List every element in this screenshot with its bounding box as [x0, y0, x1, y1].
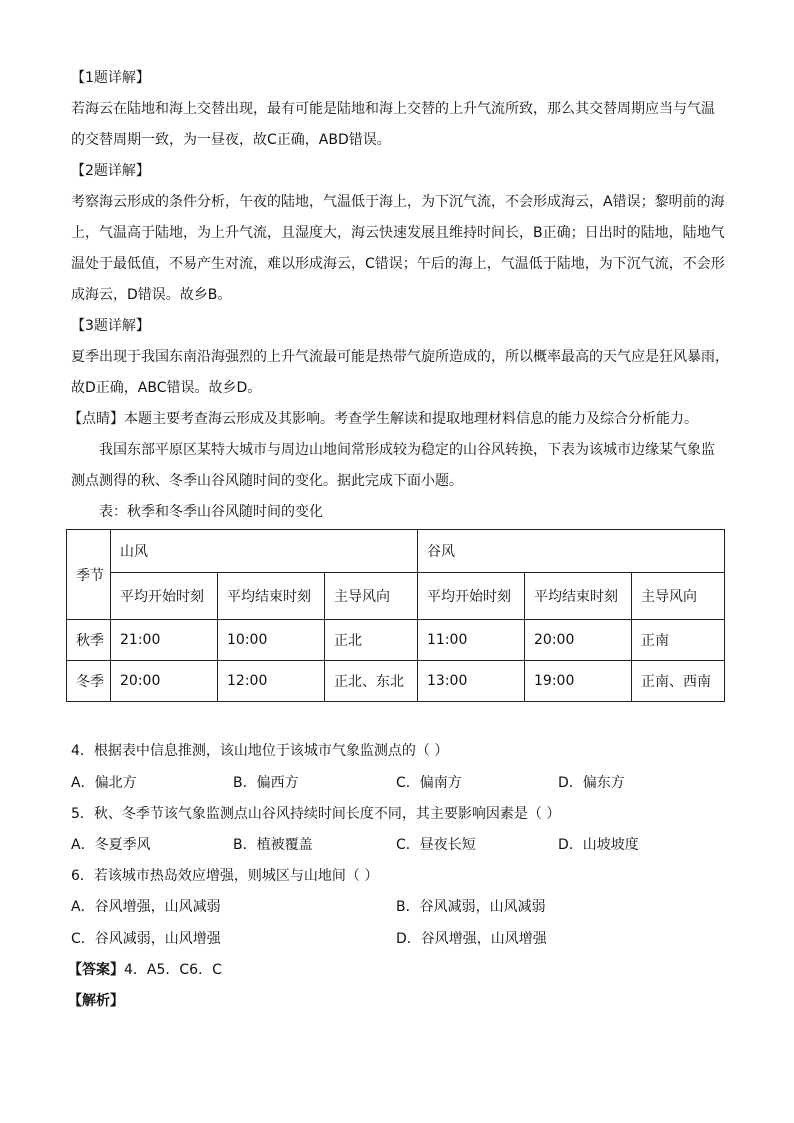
table-cell: 20:00 — [525, 620, 632, 661]
table-cell: 19:00 — [525, 661, 632, 702]
answer-label: 【答案】 — [68, 962, 124, 978]
table-header-row — [67, 530, 725, 573]
question-6-option-b: B．谷风减弱，山风减弱 — [396, 899, 546, 915]
table-cell: 20:00 — [111, 661, 218, 702]
question-6-option-c: C．谷风减弱，山风增强 — [71, 931, 221, 947]
subheader-cell: 主导风向 — [325, 573, 418, 620]
question-6-stem: 6．若该城市热岛效应增强，则城区与山地间（ ） — [71, 868, 379, 884]
table-row — [67, 661, 725, 702]
table-cell: 11:00 — [418, 620, 525, 661]
section-3-line-2: 故D正确，ABC错误。故乡D。 — [71, 380, 262, 396]
section-1-heading: 【1题详解】 — [71, 70, 150, 86]
section-2-line-3: 温处于最低值，不易产生对流，难以形成海云，C错误；午后的海上，气温低于陆地，为下沉气流，不会形 — [71, 256, 725, 272]
subheader-cell: 平均开始时刻 — [418, 573, 525, 620]
question-4-option-c: C．偏南方 — [396, 775, 462, 791]
intro-line-1: 我国东部平原区某特大城市与周边山地间常形成较为稳定的山谷风转换，下表为该城市边缘某气象监 — [99, 442, 715, 458]
question-5-option-c: C．昼夜长短 — [396, 837, 476, 853]
subheader-cell: 平均结束时刻 — [218, 573, 325, 620]
season-cell: 冬季 — [67, 661, 111, 702]
table-row — [67, 620, 725, 661]
section-2-line-2: 上，气温高于陆地，为上升气流，且湿度大，海云快速发展且维持时间长，B正确；日出时的陆地，陆地气 — [71, 225, 725, 241]
subheader-cell: 主导风向 — [632, 573, 725, 620]
question-5-option-d: D．山坡坡度 — [558, 837, 639, 853]
question-4-stem: 4．根据表中信息推测，该山地位于该城市气象监测点的（ ） — [71, 743, 449, 759]
question-4-option-d: D．偏东方 — [558, 775, 625, 791]
mountain-wind-header: 山风 — [111, 530, 418, 573]
subheader-cell: 平均开始时刻 — [111, 573, 218, 620]
table-cell: 正北、东北 — [325, 661, 418, 702]
question-6-option-d: D．谷风增强，山风增强 — [396, 931, 547, 947]
section-3-line-1: 夏季出现于我国东南沿海强烈的上升气流最可能是热带气旋所造成的，所以概率最高的天气应是狂风暴雨， — [71, 349, 729, 365]
question-5-option-b: B．植被覆盖 — [233, 837, 313, 853]
table-cell: 21:00 — [111, 620, 218, 661]
table-caption: 表：秋季和冬季山谷风随时间的变化 — [99, 504, 323, 520]
section-1-line-2: 的交替周期一致，为一昼夜，故C正确，ABD错误。 — [71, 132, 391, 148]
comment-text: 【点睛】本题主要考查海云形成及其影响。考查学生解读和提取地理材料信息的能力及综合分析能力。 — [68, 411, 698, 427]
table-subheader-row — [67, 573, 725, 620]
wind-table — [66, 529, 725, 702]
analysis-label: 【解析】 — [68, 993, 124, 1009]
intro-line-2: 测点测得的秋、冬季山谷风随时间的变化。据此完成下面小题。 — [71, 473, 463, 489]
question-5-stem: 5．秋、冬季节该气象监测点山谷风持续时间长度不同，其主要影响因素是（ ） — [71, 806, 561, 822]
season-cell: 秋季 — [67, 620, 111, 661]
question-4-option-b: B．偏西方 — [233, 775, 299, 791]
question-4-option-a: A．偏北方 — [71, 775, 137, 791]
section-1-line-1: 若海云在陆地和海上交替出现，最有可能是陆地和海上交替的上升气流所致，那么其交替周期应当与气温 — [71, 101, 715, 117]
section-2-line-1: 考察海云形成的条件分析，午夜的陆地，气温低于海上，为下沉气流，不会形成海云，A错误；黎明前的海 — [71, 194, 725, 210]
valley-wind-header: 谷风 — [418, 530, 725, 573]
table-cell: 10:00 — [218, 620, 325, 661]
section-2-line-4: 成海云，D错误。故乡B。 — [71, 287, 232, 303]
table-cell: 正北 — [325, 620, 418, 661]
section-2-heading: 【2题详解】 — [71, 163, 150, 179]
table-cell: 正南 — [632, 620, 725, 661]
answer-text: 4．A5．C6．C — [124, 962, 222, 978]
table-cell: 12:00 — [218, 661, 325, 702]
table-cell: 正南、西南 — [632, 661, 725, 702]
subheader-cell: 平均结束时刻 — [525, 573, 632, 620]
question-6-option-a: A．谷风增强，山风减弱 — [71, 899, 221, 915]
section-3-heading: 【3题详解】 — [71, 318, 150, 334]
season-header-cell: 季节 — [67, 530, 111, 620]
question-5-option-a: A．冬夏季风 — [71, 837, 151, 853]
table-cell: 13:00 — [418, 661, 525, 702]
answer-line — [68, 960, 222, 980]
